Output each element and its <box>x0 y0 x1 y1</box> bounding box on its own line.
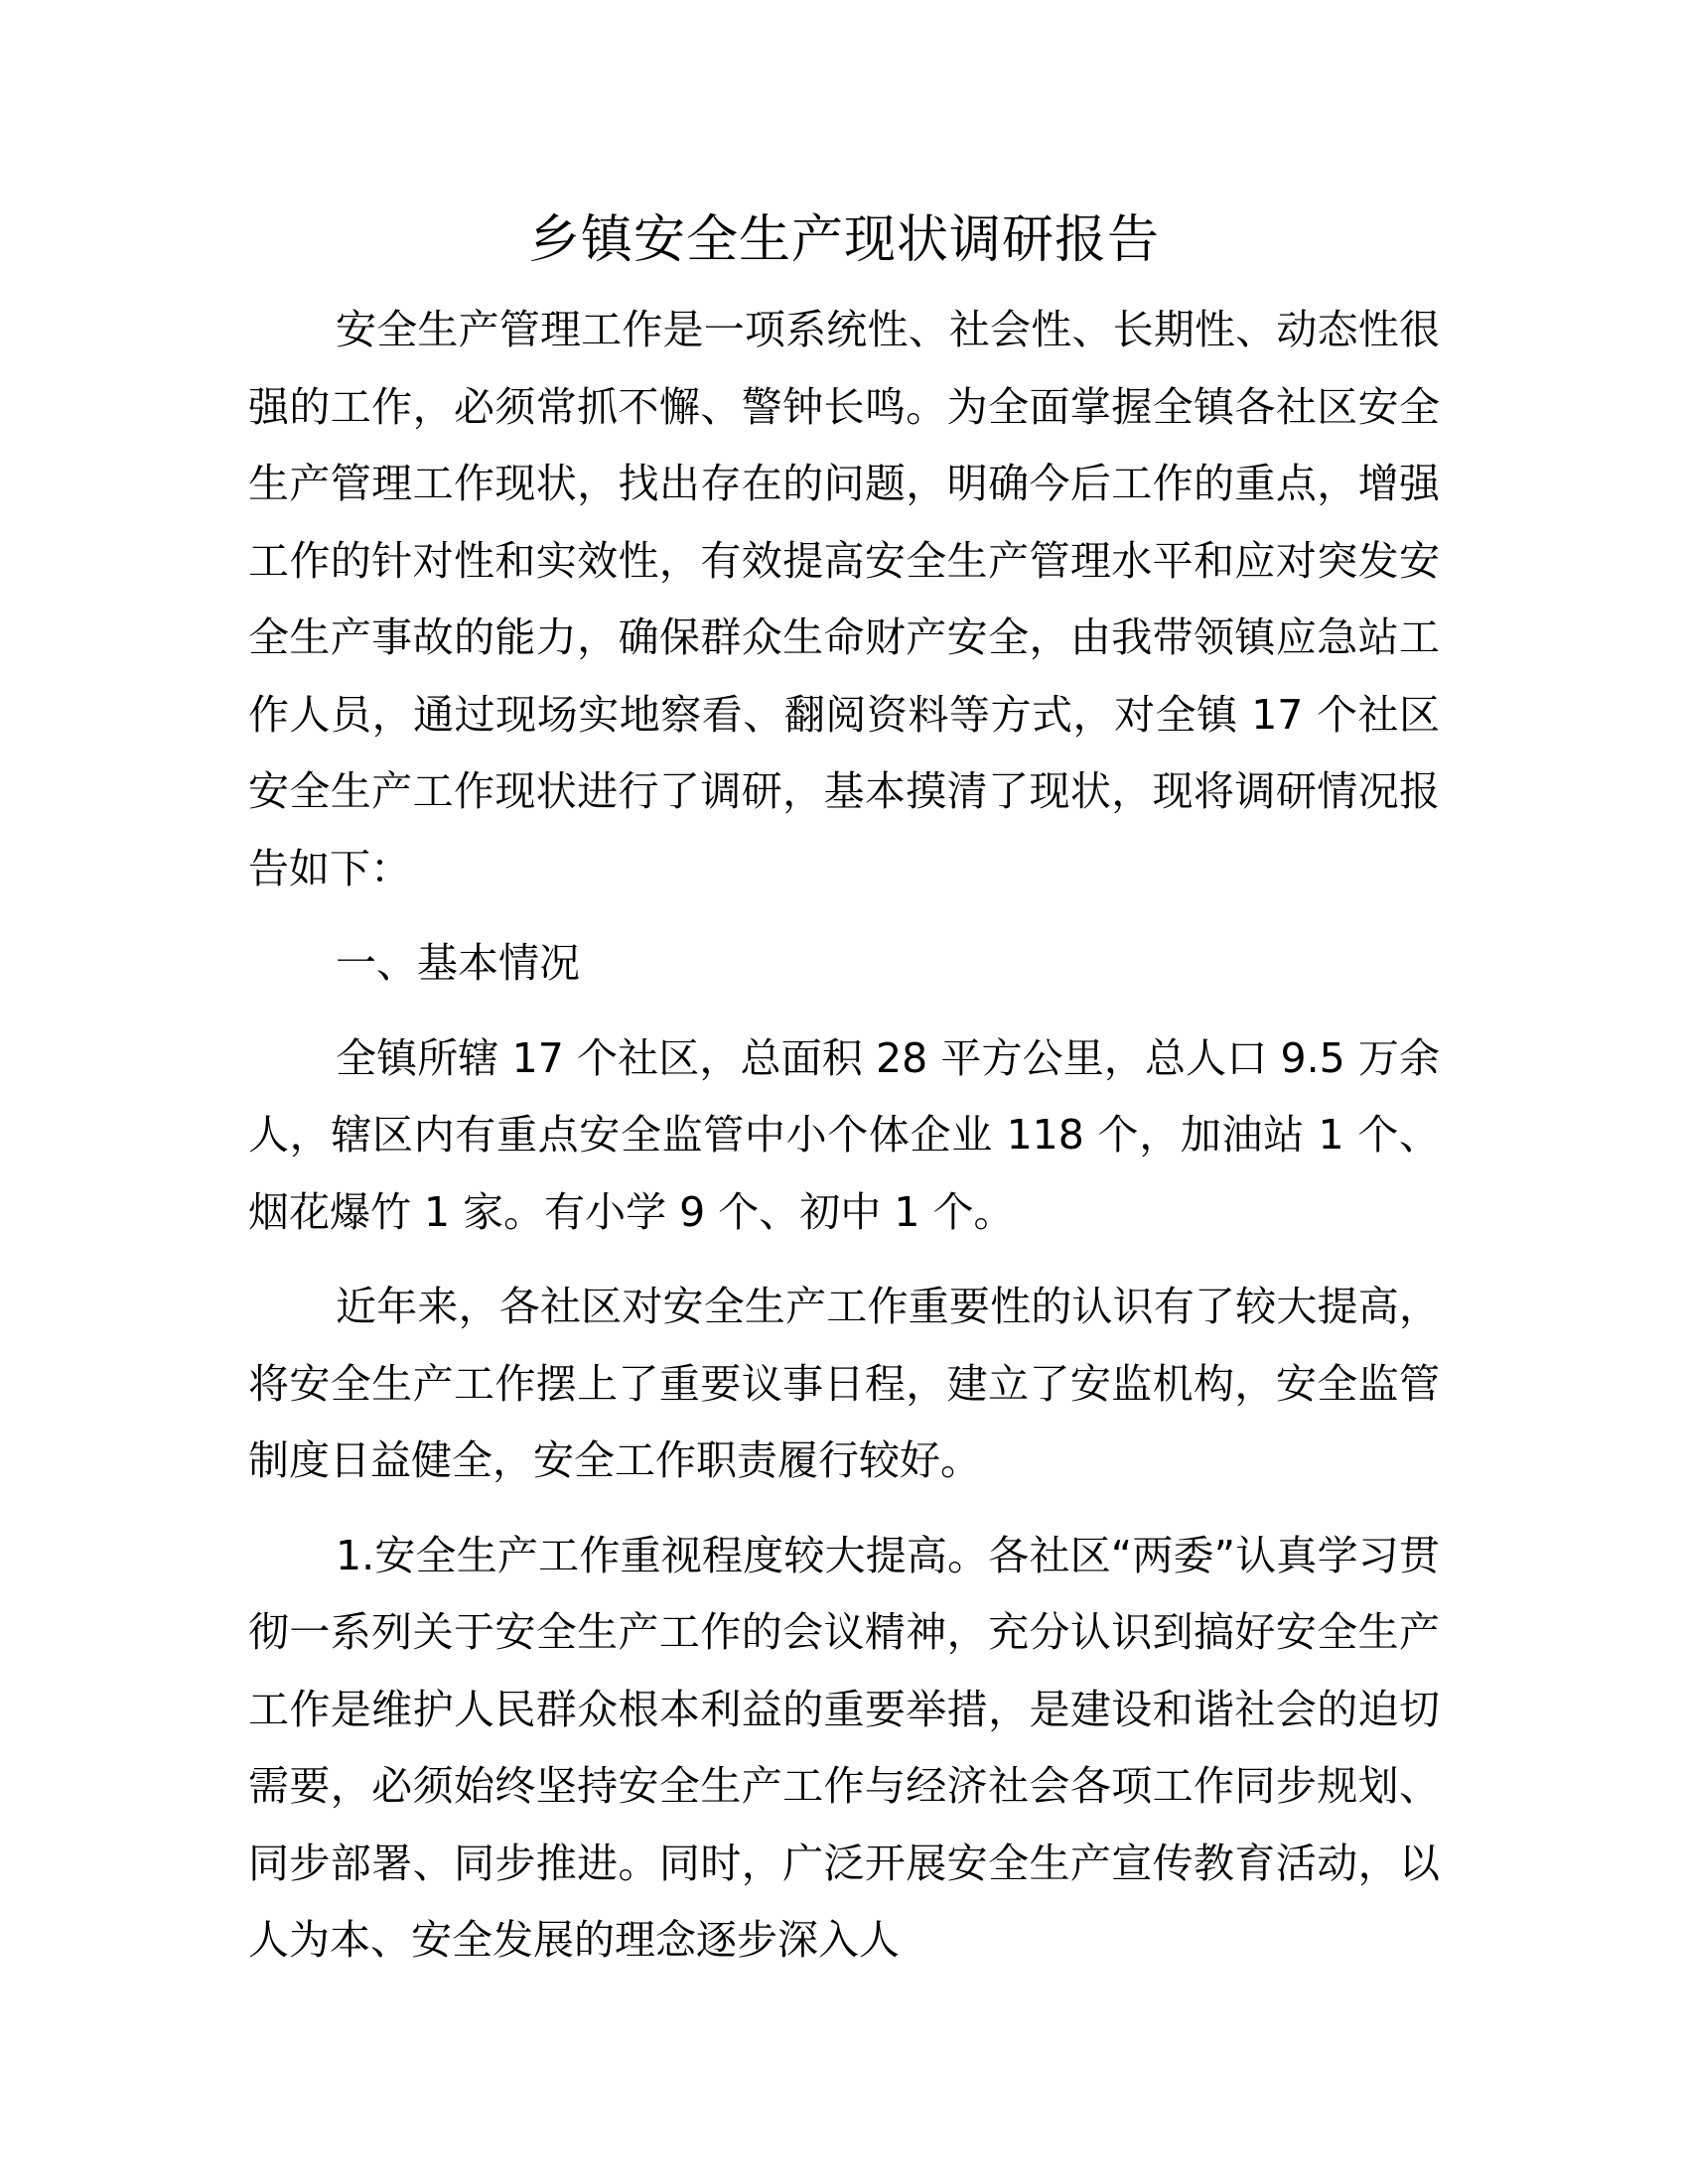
paragraph-intro: 安全生产管理工作是一项系统性、社会性、长期性、动态性很强的工作，必须常抓不懈、警钟长鸣。为全面掌握全镇各社区安全生产管理工作现状，找出存在的问题，明确今后工作的重点，增强工作的针对性和实效性，有效提高安全生产管理水平和应对突发安全生产事故的能力，确保群众生命财产安全，由我带领镇应急站工作人员，通过现场实地察看、翻阅资料等方式，对全镇 17 个社区安全生产工作现状进行了调研，基本摸清了现状，现将调研情况报告如下： <box>248 306 1440 892</box>
paragraph-basic-situation: 全镇所辖 17 个社区，总面积 28 平方公里，总人口 9.5 万余人，辖区内有重点安全监管中小个体企业 118 个，加油站 1 个、烟花爆竹 1 家。有小学 9 个、初中 1 个。 <box>248 1033 1440 1236</box>
document-page <box>248 199 1440 1979</box>
paragraph-recent-years: 近年来，各社区对安全生产工作重要性的认识有了较大提高，将安全生产工作摆上了重要议事日程，建立了安监机构，安全监管制度日益健全，安全工作职责履行较好。 <box>248 1283 1440 1484</box>
section-heading-basic-situation: 一、基本情况 <box>336 939 580 987</box>
paragraph-item-1: 1.安全生产工作重视程度较大提高。各社区“两委”认真学习贯彻一系列关于安全生产工作的会议精神，充分认识到搞好安全生产工作是维护人民群众根本利益的重要举措，是建设和谐社会的迫切需要，必须始终坚持安全生产工作与经济社会各项工作同步规划、同步部署、同步推进。同时，广泛开展安全生产宣传教育活动，以人为本、安全发展的理念逐步深入人 <box>248 1531 1440 1964</box>
document-title: 乡镇安全生产现状调研报告 <box>527 210 1160 270</box>
